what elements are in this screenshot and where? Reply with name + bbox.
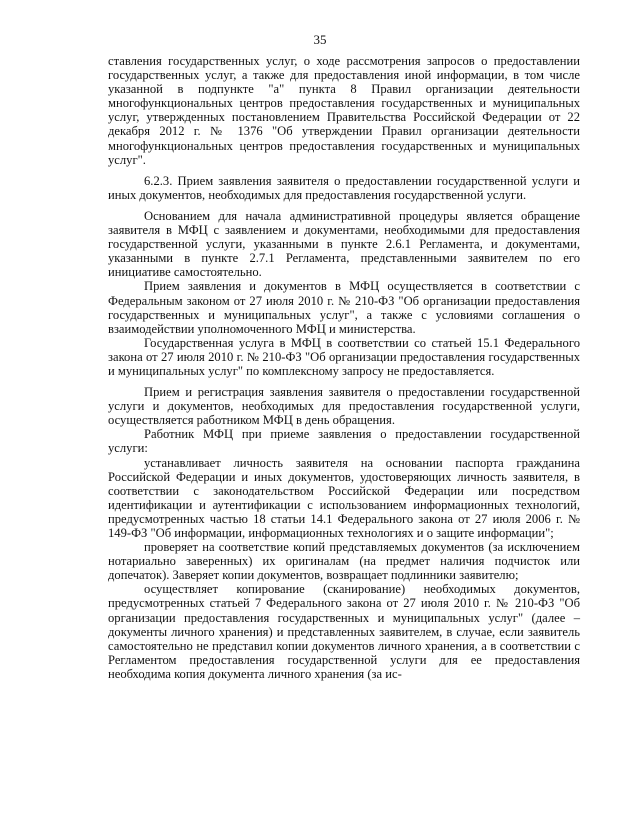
paragraph-continuation: ставления государственных услуг, о ходе рассмотрения запросов о предоставлении государственных услуг, а также для предоставления иной информации, в том числе указанной в подпункте "а" пункта 8 Правил организации деятельности многофункциональных центров предоставления государственных и муниципальных услуг, утвержденных постановлением Правительства Российской Федерации от 22 декабря 2012 г. № 1376 "Об утверждении Правил организации деятельности многофункциональных центров предоставления государственных и муниципальных услуг". xyxy=(108,54,580,167)
list-item-paragraph: устанавливает личность заявителя на основании паспорта гражданина Российской Федерации и иных документов, удостоверяющих личность заявителя, в соответствии с законодательством Российской Федерации или посредством идентификации и аутентификации с использованием информационных технологий, предусмотренных частью 18 статьи 14.1 Федерального закона от 27 июля 2006 г. № 149-ФЗ "Об информации, информационных технологиях и о защите информации"; xyxy=(108,455,580,540)
page-number: 35 xyxy=(313,32,327,47)
paragraph: Работник МФЦ при приеме заявления о предоставлении государственной услуги: xyxy=(108,427,580,456)
paragraph-section-6-2-3: 6.2.3. Прием заявления заявителя о предоставлении государственной услуги и иных документов, необходимых для предоставления государственной услуги. xyxy=(108,173,580,202)
list-item-paragraph: осуществляет копирование (сканирование) необходимых документов, предусмотренных статьей 7 Федерального закона от 27 июля 2010 г. № 210-ФЗ "Об организации предоставления государственных и муниципальных услуг" (далее – документы личного хранения) и представленных заявителем, в случае, если заявитель самостоятельно не представил копии документов личного хранения, а в соответствии с Регламентом предоставления государственной услуги для ее предоставления необходима копия документа личного хранения (за ис- xyxy=(108,582,580,681)
paragraph: Прием заявления и документов в МФЦ осуществляется в соответствии с Федеральным законом от 27 июля 2010 г. № 210-ФЗ "Об организации предоставления государственных и муниципальных услуг", а также с условиями соглашения о взаимодействии уполномоченного МФЦ и министерства. xyxy=(108,279,580,336)
page-body xyxy=(108,54,580,681)
paragraph: Государственная услуга в МФЦ в соответствии со статьей 15.1 Федерального закона от 27 июля 2010 г. № 210-ФЗ "Об организации предоставления государственных и муниципальных услуг" по комплексному запросу не предоставляется. xyxy=(108,335,580,378)
paragraph: Прием и регистрация заявления заявителя о предоставлении государственной услуги и документов, необходимых для предоставления государственной услуги, осуществляется работником МФЦ в день обращения. xyxy=(108,385,580,428)
paragraph: Основанием для начала административной процедуры является обращение заявителя в МФЦ с заявлением и документами, необходимыми для предоставления государственной услуги, указанными в пункте 2.6.1 Регламента, и документами, указанными в пункте 2.7.1 Регламента, представленными заявителем по его инициативе самостоятельно. xyxy=(108,208,580,280)
list-item-paragraph: проверяет на соответствие копий представляемых документов (за исключением нотариально заверенных) их оригиналам (на предмет наличия подчисток или допечаток). Заверяет копии документов, возвращает подлинники заявителю; xyxy=(108,540,580,583)
